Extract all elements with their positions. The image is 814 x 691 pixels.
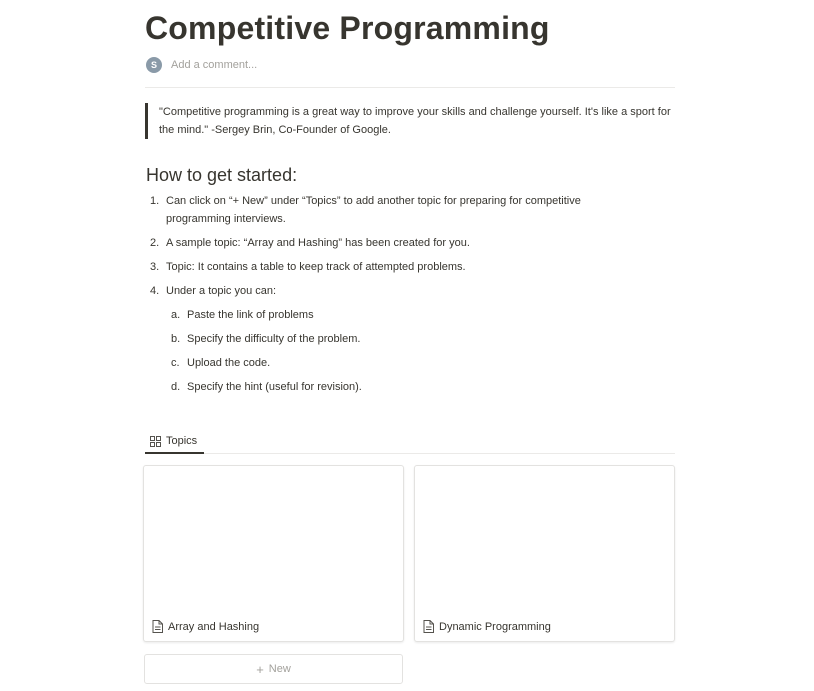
card-title: Array and Hashing [168, 620, 260, 633]
list-item[interactable] [146, 234, 646, 252]
page-icon [423, 620, 434, 633]
list-item[interactable] [146, 192, 646, 228]
list-letter: d. [171, 381, 181, 393]
list-number: 2. [150, 237, 160, 249]
divider [145, 87, 675, 88]
database-view-tabs [145, 430, 675, 454]
quote-block[interactable]: "Competitive programming is a great way to improve your skills and challenge yourself. It's like a sport for the mind." -Sergey Brin, Co-Founder of Google. [145, 103, 673, 139]
plus-icon: + [256, 661, 264, 677]
gallery-icon [150, 436, 161, 447]
comment-input[interactable]: Add a comment... [171, 59, 258, 71]
sub-list-item[interactable] [146, 330, 646, 348]
card-caption [152, 620, 259, 633]
list-number: 3. [150, 261, 160, 273]
avatar: S [146, 57, 162, 73]
gallery-card[interactable] [143, 465, 404, 642]
new-topic-button[interactable] [144, 654, 403, 684]
list-number: 4. [150, 285, 160, 297]
new-button-label: New [268, 663, 291, 675]
list-letter: a. [171, 309, 181, 321]
sub-list-item[interactable] [146, 306, 646, 324]
list-item-text: Can click on “+ New” under “Topics” to add another topic for preparing for competitive programming interviews. [166, 195, 581, 225]
list-item[interactable] [146, 282, 646, 300]
add-comment-row[interactable] [146, 56, 257, 74]
list-item-text: Specify the difficulty of the problem. [187, 333, 361, 345]
steps-list [146, 192, 646, 402]
list-letter: c. [171, 357, 180, 369]
list-letter: b. [171, 333, 181, 345]
sub-list-item[interactable] [146, 354, 646, 372]
list-item-text: Paste the link of problems [187, 309, 314, 321]
list-item-text: Topic: It contains a table to keep track of attempted problems. [166, 261, 466, 273]
list-item-text: Upload the code. [187, 357, 271, 369]
list-item-text: Under a topic you can: [166, 285, 277, 297]
list-item-text: A sample topic: “Array and Hashing” has been created for you. [166, 237, 470, 249]
tab-label: Topics [166, 435, 198, 447]
list-item[interactable] [146, 258, 646, 276]
card-caption [423, 620, 551, 633]
tab-topics[interactable] [145, 430, 204, 454]
list-number: 1. [150, 195, 160, 207]
section-heading[interactable]: How to get started: [146, 165, 298, 185]
gallery-card[interactable] [414, 465, 675, 642]
list-item-text: Specify the hint (useful for revision). [187, 381, 362, 393]
card-title: Dynamic Programming [439, 620, 551, 633]
sub-list-item[interactable] [146, 378, 646, 396]
page-icon [152, 620, 163, 633]
page-title[interactable]: Competitive Programming [145, 10, 550, 46]
